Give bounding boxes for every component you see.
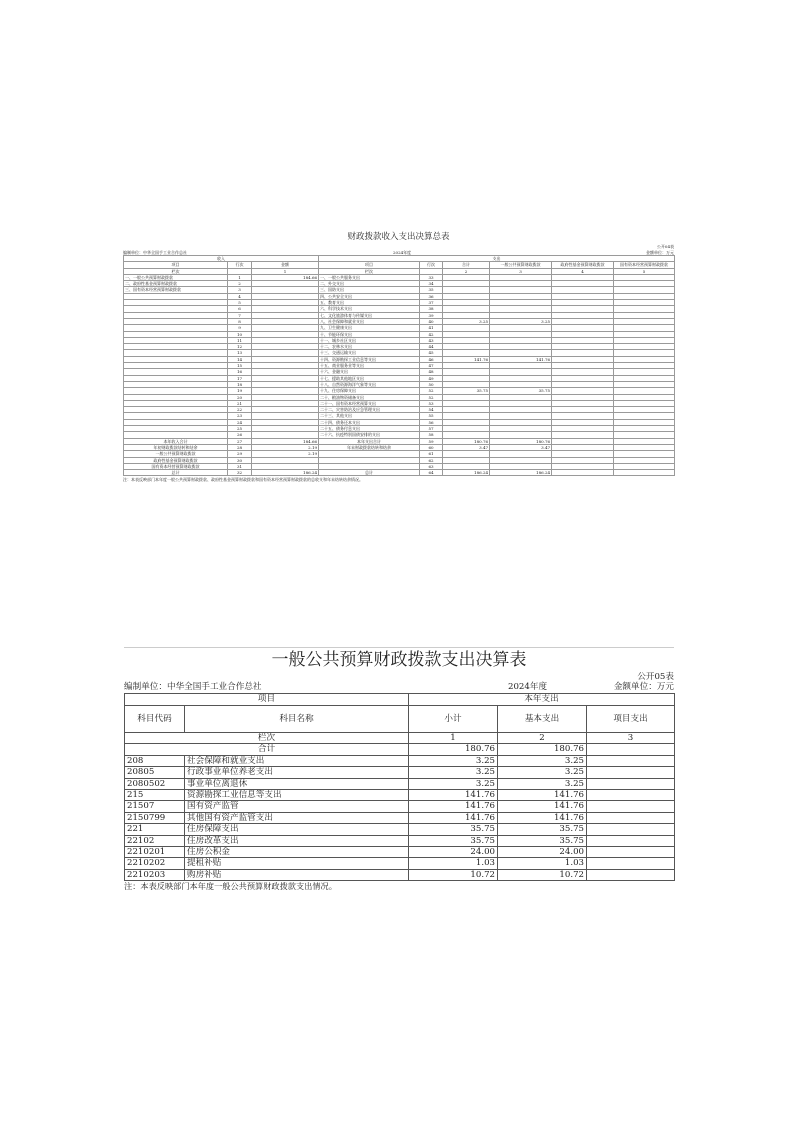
t1-expense-item: 二十一、国有资本经营预算支出: [319, 400, 420, 406]
t1-expense-general: 180.76: [490, 438, 552, 444]
t1-expense-general: 141.76: [490, 356, 552, 362]
t1-expense-item: 总计: [319, 470, 420, 476]
t1-expense-row-no: 33: [420, 274, 443, 280]
t2-row-project: [587, 778, 675, 789]
t1-expense-row-no: 44: [420, 344, 443, 350]
t2-row-subtotal: 141.76: [409, 790, 498, 801]
t2-table-row: [125, 778, 675, 789]
t1-income-row-no: 17: [228, 375, 252, 381]
t2-lanci-1: 1: [409, 733, 498, 744]
t1-expense-row-no: 57: [420, 426, 443, 432]
t2-row-name: 住房改革支出: [185, 835, 409, 846]
t1-expense-total: 3.47: [443, 444, 490, 450]
t1-title: 财政拨款收入支出决算总表: [347, 232, 450, 242]
t1-expense-row-no: 36: [420, 293, 443, 299]
t1-income-amount: 2.19: [252, 444, 319, 450]
t2-row-basic: 1.03: [498, 858, 587, 869]
t1-expense-row-no: 48: [420, 369, 443, 375]
t1-income-item: 总计: [124, 470, 228, 476]
t2-row-code: 2210201: [125, 847, 185, 858]
t1-expense-item: 十九、住房保障支出: [319, 388, 420, 394]
t2-row-subtotal: 3.25: [409, 778, 498, 789]
t1-col-general: 一般公共预算财政拨款: [490, 262, 552, 268]
t1-col-row: 行次: [228, 262, 252, 268]
t2-row-basic: 10.72: [498, 869, 587, 880]
t2-row-subtotal: 3.25: [409, 767, 498, 778]
t1-income-row-no: 9: [228, 325, 252, 331]
t2-row-subtotal: 141.76: [409, 801, 498, 812]
t2-row-basic: 141.76: [498, 801, 587, 812]
t1-expense-row-no: 43: [420, 337, 443, 343]
t2-title: 一般公共预算财政拨款支出决算表: [124, 647, 674, 672]
t2-row-project: [587, 824, 675, 835]
t2-row-project: [587, 755, 675, 766]
t1-amount-unit: 金额单位：万元: [646, 249, 674, 255]
t2-row-code: 2150799: [125, 812, 185, 823]
t1-income-row-no: 22: [228, 407, 252, 413]
fiscal-summary-table-section: [123, 231, 674, 483]
t1-income-header: 收入: [124, 256, 319, 262]
t1-income-row-no: 1: [228, 274, 252, 280]
t1-income-item: 年初财政拨款结转和结余: [124, 444, 228, 450]
t1-expense-item: 五、教育支出: [319, 300, 420, 306]
t2-amount-unit: 金额单位：万元: [613, 682, 674, 692]
t1-income-row-no: 23: [228, 413, 252, 419]
t1-income-row-no: 15: [228, 363, 252, 369]
t1-income-row-no: 32: [228, 470, 252, 476]
t1-income-row-no: 24: [228, 419, 252, 425]
t2-row-project: [587, 767, 675, 778]
t1-income-row-no: 25: [228, 426, 252, 432]
t1-income-row-no: 12: [228, 344, 252, 350]
t1-expense-total: 141.76: [443, 356, 490, 362]
t2-row-name: 行政事业单位养老支出: [185, 767, 409, 778]
t1-expense-row-no: 39: [420, 312, 443, 318]
t2-year: 2024年度: [508, 682, 548, 692]
t2-row-subtotal: 10.72: [409, 869, 498, 880]
t1-income-item: 一般公共预算财政拨款: [124, 451, 228, 457]
t2-row-name: 住房保障支出: [185, 824, 409, 835]
t1-income-row-no: 28: [228, 444, 252, 450]
t1-expense-item: 年末财政拨款结转和结余: [319, 444, 420, 450]
t1-col-exp-row: 行次: [420, 262, 443, 268]
t2-row-subtotal: 35.75: [409, 835, 498, 846]
t2-table-row: [125, 858, 675, 869]
t1-expense-item: 二十六、抗疫特别国债安排的支出: [319, 432, 420, 438]
t2-table-row: [125, 767, 675, 778]
t1-income-item: 三、国有资本经营预算财政拨款: [124, 287, 228, 293]
t1-income-row-no: 5: [228, 300, 252, 306]
t2-h-current: 本年支出: [409, 694, 675, 706]
t1-expense-item: 二十、粮油物资储备支出: [319, 394, 420, 400]
t1-expense-row-no: 52: [420, 394, 443, 400]
t1-expense-item: 二十五、债务付息支出: [319, 426, 420, 432]
t1-lanci: 栏次: [124, 268, 228, 274]
t1-income-item: 本年收入合计: [124, 438, 228, 444]
t2-total-subtotal: 180.76: [409, 744, 498, 755]
t1-expense-item: 十五、商业服务业等支出: [319, 363, 420, 369]
t1-income-row-no: 14: [228, 356, 252, 362]
t1-expense-row-no: 34: [420, 281, 443, 287]
t2-lanci: 栏次: [125, 733, 409, 744]
t1-expense-row-no: 41: [420, 325, 443, 331]
t1-expense-general: 3.47: [490, 444, 552, 450]
t2-row-code: 221: [125, 824, 185, 835]
t2-table-row: [125, 847, 675, 858]
t1-income-amount: 184.66: [252, 438, 319, 444]
t1-unit: 编制单位：中华全国手工业合作总社: [123, 249, 187, 255]
t2-h-item: 项目: [125, 694, 409, 706]
t1-income-amount: 186.24: [252, 470, 319, 476]
t1-income-row-no: 29: [228, 451, 252, 457]
t2-row-name: 事业单位离退休: [185, 778, 409, 789]
t2-table-row: [125, 835, 675, 846]
t1-lanci-4: 4: [552, 268, 614, 274]
t1-income-amount: 2.19: [252, 451, 319, 457]
t1-code: 公开04表: [656, 244, 674, 249]
t1-lanci-exp: 栏次: [319, 268, 420, 274]
t1-note: 注：本表反映部门本年度一般公共预算财政拨款、政府性基金预算财政拨款和国有资本经营预算财政拨款的总收支和年末结转结余情况。: [123, 477, 363, 483]
t1-expense-row-no: 35: [420, 287, 443, 293]
t2-row-code: 2210203: [125, 869, 185, 880]
t2-total-basic: 180.76: [498, 744, 587, 755]
t2-h-code: 科目代码: [125, 706, 185, 733]
t1-expense-item: 二十三、其他支出: [319, 413, 420, 419]
t1-income-item: 政府性基金预算财政拨款: [124, 457, 228, 463]
t1-expense-item: 六、科学技术支出: [319, 306, 420, 312]
t1-income-row-no: 13: [228, 350, 252, 356]
t1-expense-item: 八、社会保障和就业支出: [319, 318, 420, 324]
t1-expense-row-no: 46: [420, 356, 443, 362]
t1-expense-row-no: 64: [420, 470, 443, 476]
t2-row-basic: 3.25: [498, 755, 587, 766]
t1-expense-row-no: 37: [420, 300, 443, 306]
t1-income-amount: 184.66: [252, 274, 319, 280]
t1-expense-general: 35.75: [490, 388, 552, 394]
general-budget-expenditure-section: [124, 647, 674, 892]
t2-row-project: [587, 869, 675, 880]
t1-expense-item: 一、一般公共服务支出: [319, 274, 420, 280]
t1-expense-item: 四、公共安全支出: [319, 293, 420, 299]
t2-total-row: [125, 744, 675, 755]
t2-table: [124, 693, 675, 881]
t1-expense-general: 186.24: [490, 470, 552, 476]
t1-income-row-no: 7: [228, 312, 252, 318]
t2-row-name: 其他国有资产监管支出: [185, 812, 409, 823]
t1-income-item: 一、一般公共预算财政拨款: [124, 274, 228, 280]
t2-row-name: 资源勘探工业信息等支出: [185, 790, 409, 801]
t1-expense-total: 3.25: [443, 318, 490, 324]
t1-expense-row-no: 42: [420, 331, 443, 337]
t1-expense-general: 3.25: [490, 318, 552, 324]
t1-expense-row-no: 52: [420, 388, 443, 394]
t1-income-row-no: 21: [228, 400, 252, 406]
t2-row-project: [587, 790, 675, 801]
t2-row-project: [587, 812, 675, 823]
t1-expense-row-no: 47: [420, 363, 443, 369]
t1-income-row-no: 27: [228, 438, 252, 444]
t2-table-row: [125, 790, 675, 801]
t2-row-code: 208: [125, 755, 185, 766]
t1-expense-item: 本年支出合计: [319, 438, 420, 444]
t1-income-row-no: 16: [228, 369, 252, 375]
t2-lanci-2: 2: [498, 733, 587, 744]
t2-row-name: 社会保障和就业支出: [185, 755, 409, 766]
t2-row-basic: 141.76: [498, 812, 587, 823]
t1-expense-row-no: 40: [420, 318, 443, 324]
t1-expense-row-no: 55: [420, 413, 443, 419]
t1-expense-total: 35.75: [443, 388, 490, 394]
t1-expense-row-no: 59: [420, 438, 443, 444]
t1-expense-item: 二十二、灾害防治及应急管理支出: [319, 407, 420, 413]
t1-expense-row-no: 56: [420, 419, 443, 425]
t1-expense-row-no: 60: [420, 444, 443, 450]
t1-col-item: 项目: [124, 262, 228, 268]
t2-unit: 编制单位：中华全国手工业合作总社: [124, 682, 262, 692]
t1-expense-item: 九、卫生健康支出: [319, 325, 420, 331]
t1-expense-item: 二十四、债务还本支出: [319, 419, 420, 425]
t1-expense-item: 三、国防支出: [319, 287, 420, 293]
t2-row-subtotal: 3.25: [409, 755, 498, 766]
t1-expense-item: 十二、农林水支出: [319, 344, 420, 350]
t2-meta-row: [124, 682, 674, 693]
t1-year: 2024年度: [393, 249, 412, 255]
t1-income-row-no: 20: [228, 394, 252, 400]
t2-total-project: [587, 744, 675, 755]
t1-expense-state: [614, 470, 675, 476]
t1-expense-item: 十七、援助其他地区支出: [319, 375, 420, 381]
t1-lanci-5: 5: [614, 268, 675, 274]
t1-col-exp-item: 项目: [319, 262, 420, 268]
t1-expense-header: 支出: [319, 256, 675, 262]
t2-table-row: [125, 824, 675, 835]
t2-code: 公开05表: [637, 672, 674, 682]
t2-row-basic: 3.25: [498, 778, 587, 789]
t1-expense-total: 186.24: [443, 470, 490, 476]
t1-expense-item: 七、文化旅游体育与传媒支出: [319, 312, 420, 318]
t2-h-subtotal: 小计: [409, 706, 498, 733]
t1-meta-row: [123, 250, 674, 256]
t1-expense-row-no: 61: [420, 451, 443, 457]
t1-table-row: [124, 470, 675, 476]
t2-row-basic: 24.00: [498, 847, 587, 858]
t1-expense-item: 十、节能环保支出: [319, 331, 420, 337]
t2-row-name: 提租补贴: [185, 858, 409, 869]
t2-row-subtotal: 24.00: [409, 847, 498, 858]
t1-table: [123, 255, 675, 476]
t1-col-state: 国有资本经营预算财政拨款: [614, 262, 675, 268]
t2-row-code: 2080502: [125, 778, 185, 789]
t2-row-code: 21507: [125, 801, 185, 812]
t2-row-code: 22102: [125, 835, 185, 846]
t1-lanci-3: 3: [490, 268, 552, 274]
t1-col-fund: 政府性基金预算财政拨款: [552, 262, 614, 268]
t1-income-row-no: 4: [228, 293, 252, 299]
t2-row-project: [587, 847, 675, 858]
t2-row-basic: 3.25: [498, 767, 587, 778]
t2-row-project: [587, 858, 675, 869]
t1-lanci-1: 1: [252, 268, 319, 274]
t2-table-row: [125, 801, 675, 812]
t1-expense-item: 十四、资源勘探工业信息等支出: [319, 356, 420, 362]
t1-expense-fund: [552, 470, 614, 476]
t1-expense-item: 二、外交支出: [319, 281, 420, 287]
t1-income-row-no: 2: [228, 281, 252, 287]
t1-expense-row-no: 54: [420, 407, 443, 413]
t2-row-basic: 35.75: [498, 835, 587, 846]
t1-income-row-no: 10: [228, 331, 252, 337]
t1-expense-row-no: 58: [420, 432, 443, 438]
t1-income-row-no: 8: [228, 318, 252, 324]
t1-expense-row-no: 63: [420, 463, 443, 469]
t2-row-code: 2210202: [125, 858, 185, 869]
t1-income-row-no: 3: [228, 287, 252, 293]
t2-h-name: 科目名称: [185, 706, 409, 733]
t2-row-code: 20805: [125, 767, 185, 778]
t2-row-code: 215: [125, 790, 185, 801]
t2-table-row: [125, 869, 675, 880]
t2-note: 注：本表反映部门本年度一般公共预算财政拨款支出情况。: [124, 881, 337, 892]
t1-expense-item: 十一、城乡社区支出: [319, 337, 420, 343]
t1-expense-item: 十六、金融支出: [319, 369, 420, 375]
t2-table-row: [125, 755, 675, 766]
t1-income-row-no: 6: [228, 306, 252, 312]
t1-col-total: 合计: [443, 262, 490, 268]
t1-income-row-no: 31: [228, 463, 252, 469]
t1-income-row-no: 19: [228, 388, 252, 394]
t2-header-row-1: [125, 694, 675, 706]
t2-row-name: 购房补贴: [185, 869, 409, 880]
t1-expense-row-no: 50: [420, 381, 443, 387]
t2-row-name: 国有资产监管: [185, 801, 409, 812]
t2-table-row: [125, 812, 675, 823]
t1-income-item: 国有资本经营预算财政拨款: [124, 463, 228, 469]
t1-income-row-no: 26: [228, 432, 252, 438]
t2-lanci-row: [125, 733, 675, 744]
t1-expense-item: 十八、自然资源海洋气象等支出: [319, 381, 420, 387]
t1-income-row-no: 18: [228, 381, 252, 387]
t2-total-label: 合计: [125, 744, 409, 755]
t1-expense-row-no: 38: [420, 306, 443, 312]
t1-expense-row-no: 53: [420, 400, 443, 406]
t1-expense-row-no: 49: [420, 375, 443, 381]
t2-row-subtotal: 141.76: [409, 812, 498, 823]
t1-income-row-no: 30: [228, 457, 252, 463]
t2-h-project: 项目支出: [587, 706, 675, 733]
t2-row-name: 住房公积金: [185, 847, 409, 858]
t2-row-project: [587, 835, 675, 846]
t2-row-basic: 35.75: [498, 824, 587, 835]
t1-col-amount: 金额: [252, 262, 319, 268]
t2-row-subtotal: 35.75: [409, 824, 498, 835]
t1-expense-row-no: 45: [420, 350, 443, 356]
t1-income-item: 二、政府性基金预算财政拨款: [124, 281, 228, 287]
t1-expense-item: 十三、交通运输支出: [319, 350, 420, 356]
t2-row-basic: 141.76: [498, 790, 587, 801]
t2-h-basic: 基本支出: [498, 706, 587, 733]
t2-header-row-2: [125, 706, 675, 733]
t1-expense-row-no: 62: [420, 457, 443, 463]
t1-income-row-no: 11: [228, 337, 252, 343]
t1-expense-total: 180.76: [443, 438, 490, 444]
t2-row-subtotal: 1.03: [409, 858, 498, 869]
t2-row-project: [587, 801, 675, 812]
t1-lanci-2: 2: [443, 268, 490, 274]
t2-lanci-3: 3: [587, 733, 675, 744]
